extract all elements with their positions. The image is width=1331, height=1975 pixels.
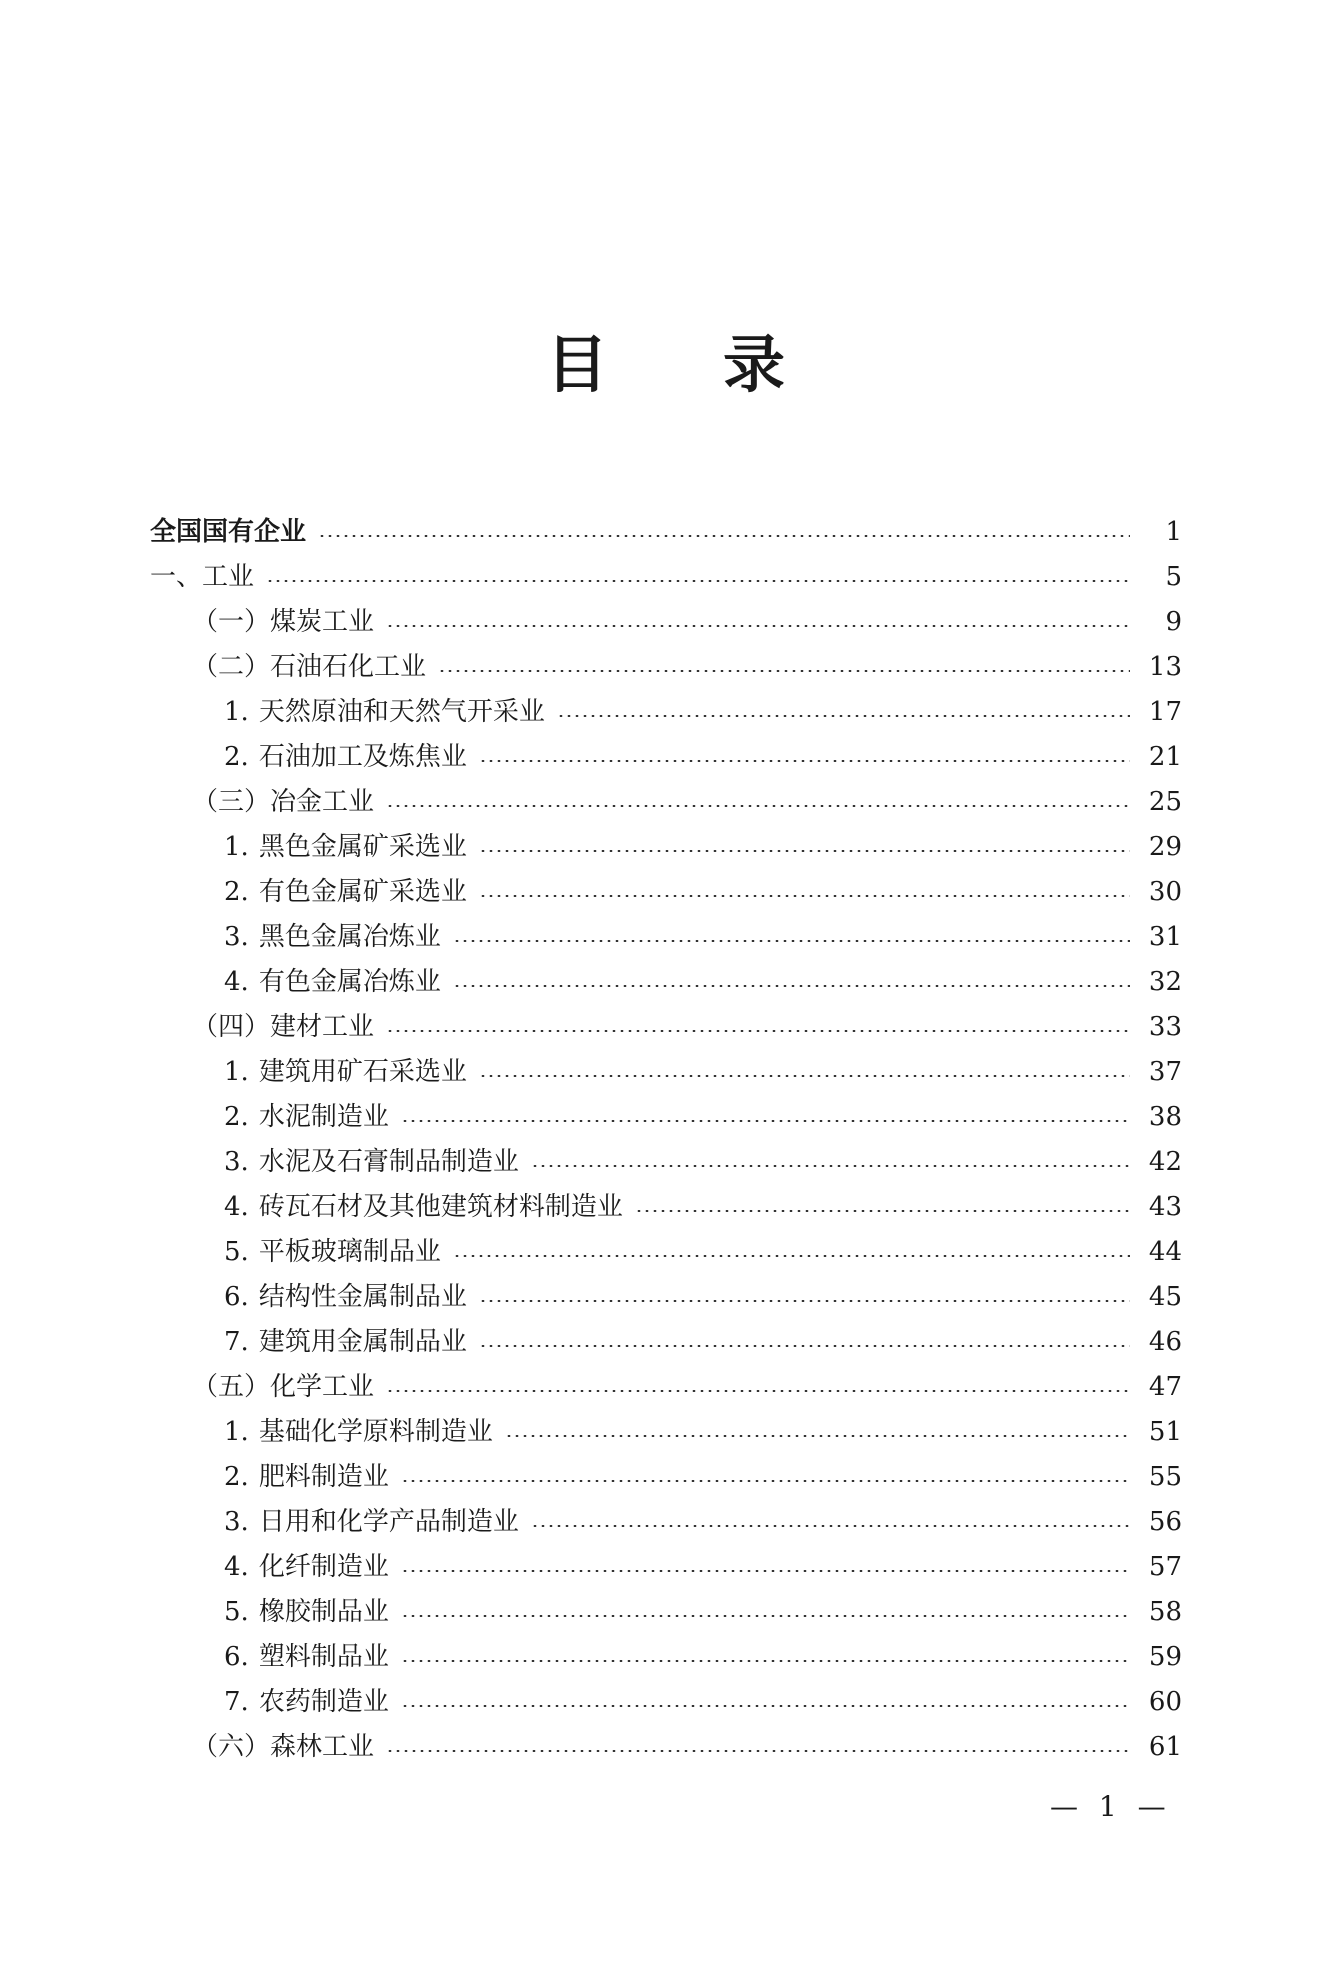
toc-entry-text: 橡胶制品业	[258, 1597, 389, 1627]
toc-entry-text: 石油加工及炼焦业	[258, 742, 467, 772]
toc-entry-page: 42	[1148, 1147, 1182, 1177]
toc-entry-page: 5	[1165, 562, 1182, 592]
toc-entry-page: 46	[1148, 1327, 1182, 1357]
toc-entry[interactable]	[150, 1455, 1182, 1500]
toc-leader-dots	[505, 1435, 1130, 1437]
toc-leader-dots	[453, 940, 1130, 942]
toc-entry-page: 51	[1148, 1417, 1182, 1447]
toc-entry[interactable]	[150, 1545, 1182, 1590]
toc-entry-label	[224, 1455, 401, 1500]
toc-entry-label	[224, 1050, 479, 1095]
toc-entry-label	[224, 1545, 401, 1590]
toc-leader-dots	[557, 715, 1130, 717]
toc-entry-text: 建筑用金属制品业	[258, 1327, 467, 1357]
toc-entry-text: 化纤制造业	[258, 1552, 389, 1582]
toc-entry-text: 建筑用矿石采选业	[258, 1057, 467, 1087]
toc-entry-label	[224, 1680, 401, 1725]
toc-entry[interactable]	[150, 1275, 1182, 1320]
toc-entry-label: （六）森林工业	[192, 1732, 375, 1762]
toc-entry-text: 肥料制造业	[258, 1462, 389, 1492]
toc-entry-number: 2.	[224, 877, 249, 907]
toc-entry-number: 3.	[224, 1507, 249, 1537]
toc-leader-dots	[531, 1165, 1130, 1167]
toc-leader-dots	[401, 1120, 1130, 1122]
toc-entry-page: 38	[1148, 1102, 1182, 1132]
toc-leader-dots	[401, 1705, 1130, 1707]
toc-entry[interactable]	[150, 915, 1182, 960]
toc-entry-text: 水泥制造业	[258, 1102, 389, 1132]
toc-entry-page: 9	[1165, 607, 1182, 637]
toc-entry-text: 农药制造业	[258, 1687, 389, 1717]
toc-entry-page: 60	[1148, 1687, 1182, 1717]
toc-leader-dots	[386, 1390, 1130, 1392]
toc-entry-label	[224, 1320, 479, 1365]
toc-entry-label: （二）石油石化工业	[192, 652, 427, 682]
page-number: — 1 —	[1050, 1790, 1172, 1823]
table-of-contents	[150, 510, 1182, 1770]
toc-entry-label	[224, 1410, 505, 1455]
toc-entry-page: 13	[1148, 652, 1182, 682]
toc-entry-number: 1.	[224, 697, 249, 727]
toc-entry-text: 黑色金属矿采选业	[258, 832, 467, 862]
toc-entry-page: 17	[1148, 697, 1182, 727]
toc-entry-number: 2.	[224, 1462, 249, 1492]
toc-leader-dots	[386, 1750, 1130, 1752]
toc-entry[interactable]	[150, 735, 1182, 780]
toc-entry-text: 有色金属矿采选业	[258, 877, 467, 907]
toc-leader-dots	[386, 805, 1130, 807]
toc-leader-dots	[266, 580, 1130, 582]
toc-entry-label	[224, 870, 479, 915]
toc-entry-label	[224, 960, 453, 1005]
toc-leader-dots	[479, 850, 1130, 852]
toc-entry-text: 塑料制品业	[258, 1642, 389, 1672]
toc-entry-label	[224, 825, 479, 870]
toc-entry-label: 一、工业	[150, 562, 255, 592]
toc-entry[interactable]	[150, 1140, 1182, 1185]
toc-entry[interactable]	[150, 510, 1182, 555]
toc-entry-text: 平板玻璃制品业	[258, 1237, 441, 1267]
toc-entry-label	[224, 1500, 531, 1545]
toc-entry-number: 5.	[224, 1597, 249, 1627]
toc-entry-page: 44	[1148, 1237, 1182, 1267]
toc-entry-number: 1.	[224, 1417, 249, 1447]
toc-entry-number: 6.	[224, 1642, 249, 1672]
toc-entry-label	[224, 1095, 401, 1140]
toc-entry[interactable]	[150, 1680, 1182, 1725]
toc-entry-number: 5.	[224, 1237, 249, 1267]
toc-entry-page: 61	[1148, 1732, 1182, 1762]
toc-entry-label: （五）化学工业	[192, 1372, 375, 1402]
toc-leader-dots	[531, 1525, 1130, 1527]
toc-entry[interactable]	[150, 1410, 1182, 1455]
toc-entry-text: 砖瓦石材及其他建筑材料制造业	[258, 1192, 623, 1222]
toc-entry-number: 4.	[224, 1552, 249, 1582]
toc-leader-dots	[479, 1075, 1130, 1077]
toc-leader-dots	[479, 760, 1130, 762]
toc-entry-number: 6.	[224, 1282, 249, 1312]
toc-entry-page: 57	[1148, 1552, 1182, 1582]
toc-entry-number: 3.	[224, 1147, 249, 1177]
toc-entry-number: 7.	[224, 1687, 249, 1717]
toc-leader-dots	[401, 1570, 1130, 1572]
toc-entry-text: 结构性金属制品业	[258, 1282, 467, 1312]
toc-entry-label	[224, 1230, 453, 1275]
toc-entry-text: 有色金属冶炼业	[258, 967, 441, 997]
toc-entry[interactable]	[150, 870, 1182, 915]
toc-entry-page: 47	[1148, 1372, 1182, 1402]
toc-entry[interactable]	[150, 1320, 1182, 1365]
toc-entry-page: 43	[1148, 1192, 1182, 1222]
toc-entry-label	[224, 1140, 531, 1185]
toc-entry-page: 55	[1148, 1462, 1182, 1492]
toc-entry-label: 全国国有企业	[150, 517, 307, 547]
toc-leader-dots	[401, 1480, 1130, 1482]
toc-entry-text: 基础化学原料制造业	[258, 1417, 493, 1447]
toc-entry[interactable]	[150, 1005, 1182, 1050]
toc-leader-dots	[453, 1255, 1130, 1257]
toc-entry[interactable]	[150, 1635, 1182, 1680]
toc-entry-label: （三）冶金工业	[192, 787, 375, 817]
toc-leader-dots	[479, 1300, 1130, 1302]
toc-entry[interactable]	[150, 1185, 1182, 1230]
toc-entry-page: 33	[1148, 1012, 1182, 1042]
toc-entry-page: 56	[1148, 1507, 1182, 1537]
toc-entry[interactable]	[150, 1590, 1182, 1635]
toc-entry-page: 37	[1148, 1057, 1182, 1087]
toc-entry-number: 3.	[224, 922, 249, 952]
toc-entry-label	[224, 915, 453, 960]
toc-entry[interactable]	[150, 600, 1182, 645]
toc-leader-dots	[386, 625, 1130, 627]
toc-leader-dots	[635, 1210, 1130, 1212]
toc-entry[interactable]	[150, 780, 1182, 825]
toc-entry-text: 天然原油和天然气开采业	[258, 697, 545, 727]
toc-entry-page: 29	[1148, 832, 1182, 862]
toc-entry-page: 58	[1148, 1597, 1182, 1627]
toc-entry-text: 日用和化学产品制造业	[258, 1507, 519, 1537]
toc-entry[interactable]	[150, 690, 1182, 735]
toc-entry-page: 1	[1165, 517, 1182, 547]
toc-entry-number: 4.	[224, 967, 249, 997]
toc-entry-number: 1.	[224, 832, 249, 862]
toc-entry-label	[224, 1275, 479, 1320]
toc-entry-page: 31	[1148, 922, 1182, 952]
toc-leader-dots	[318, 535, 1130, 537]
toc-entry-label	[224, 1590, 401, 1635]
toc-entry[interactable]	[150, 1095, 1182, 1140]
toc-entry[interactable]	[150, 960, 1182, 1005]
toc-entry-number: 4.	[224, 1192, 249, 1222]
toc-entry[interactable]	[150, 1365, 1182, 1410]
toc-leader-dots	[401, 1615, 1130, 1617]
toc-entry-text: 水泥及石膏制品制造业	[258, 1147, 519, 1177]
toc-entry-label: （一）煤炭工业	[192, 607, 375, 637]
toc-entry-number: 7.	[224, 1327, 249, 1357]
toc-leader-dots	[401, 1660, 1130, 1662]
toc-entry-page: 30	[1148, 877, 1182, 907]
toc-entry-number: 1.	[224, 1057, 249, 1087]
toc-leader-dots	[479, 1345, 1130, 1347]
toc-leader-dots	[438, 670, 1130, 672]
toc-leader-dots	[386, 1030, 1130, 1032]
toc-entry-page: 25	[1148, 787, 1182, 817]
toc-entry-page: 32	[1148, 967, 1182, 997]
toc-entry-label	[224, 735, 479, 780]
toc-entry[interactable]	[150, 645, 1182, 690]
toc-entry[interactable]	[150, 1725, 1182, 1770]
toc-entry-label	[224, 1185, 635, 1230]
toc-entry[interactable]	[150, 1230, 1182, 1275]
title-char-1: 目	[545, 328, 608, 401]
page-title	[0, 315, 1331, 404]
toc-entry-label: （四）建材工业	[192, 1012, 375, 1042]
toc-entry[interactable]	[150, 1050, 1182, 1095]
toc-entry-text: 黑色金属冶炼业	[258, 922, 441, 952]
toc-entry-number: 2.	[224, 1102, 249, 1132]
toc-entry[interactable]	[150, 1500, 1182, 1545]
toc-leader-dots	[453, 985, 1130, 987]
toc-entry-number: 2.	[224, 742, 249, 772]
toc-entry-label	[224, 1635, 401, 1680]
toc-leader-dots	[479, 895, 1130, 897]
toc-entry[interactable]	[150, 555, 1182, 600]
toc-entry-page: 21	[1148, 742, 1182, 772]
toc-entry-page: 59	[1148, 1642, 1182, 1672]
title-char-2: 录	[723, 328, 786, 401]
toc-entry-label	[224, 690, 557, 735]
toc-entry-page: 45	[1148, 1282, 1182, 1312]
toc-entry[interactable]	[150, 825, 1182, 870]
